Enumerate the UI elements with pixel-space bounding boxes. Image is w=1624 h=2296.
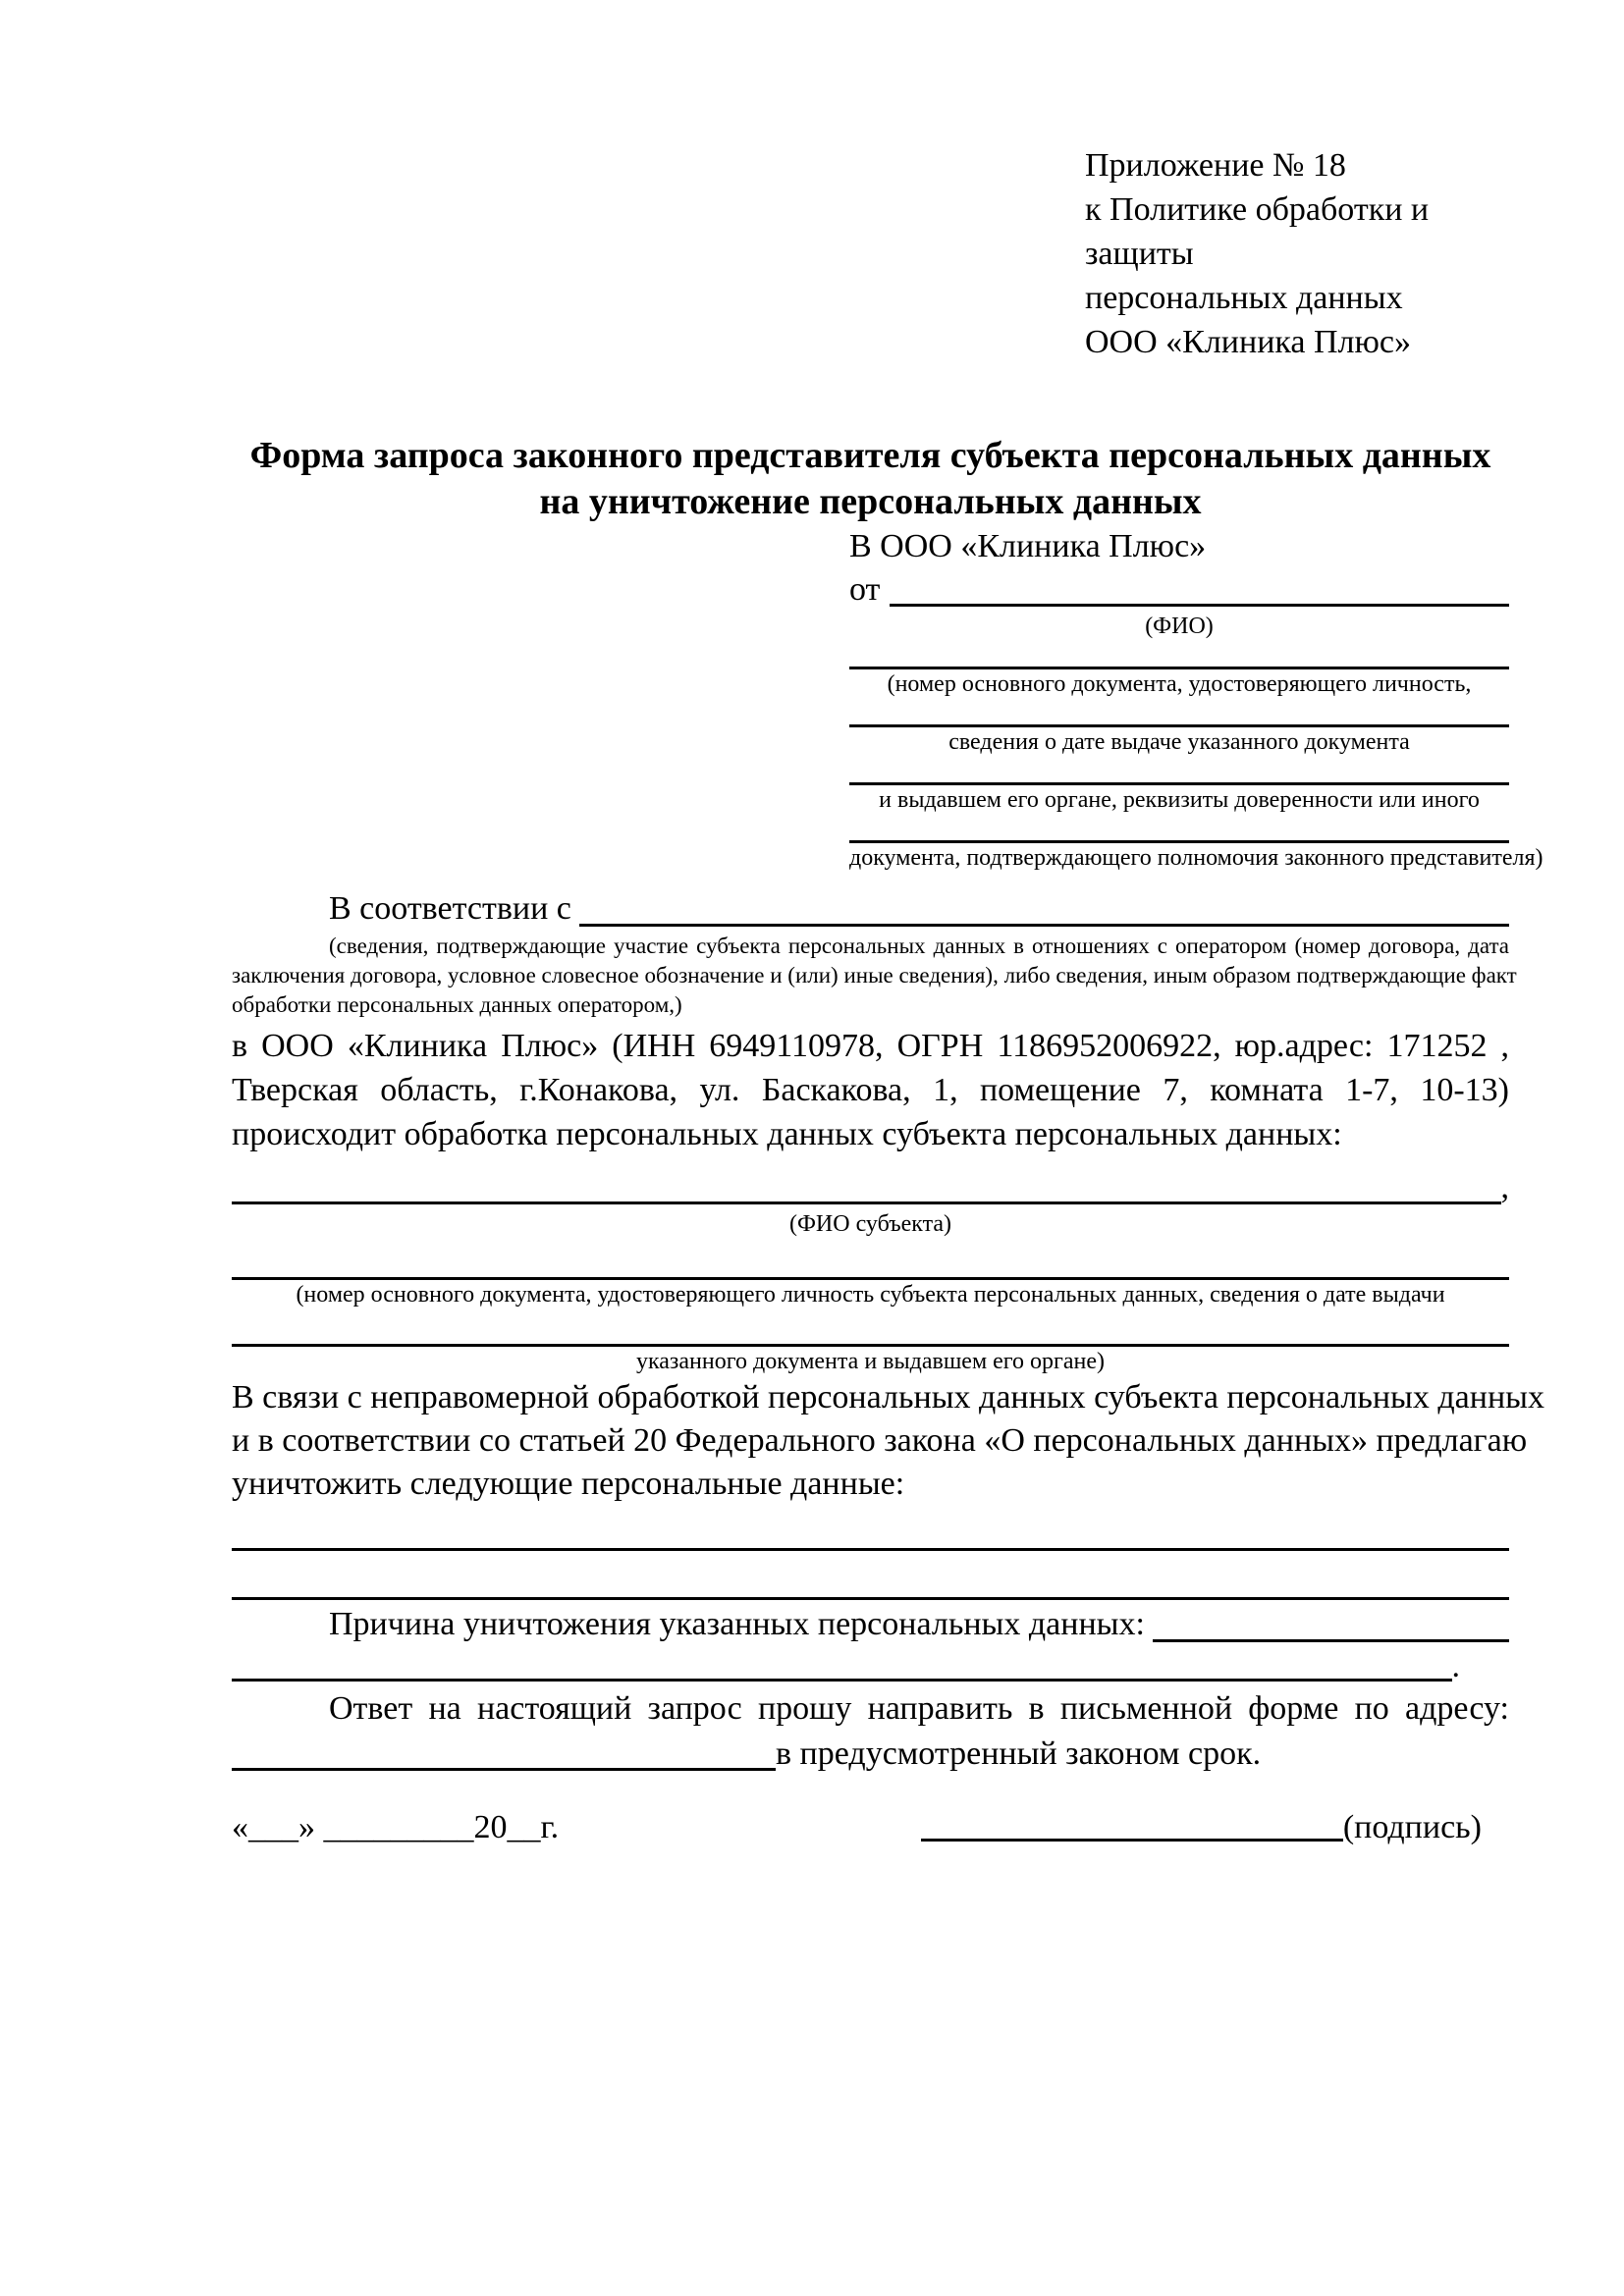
page-title-line-1: Форма запроса законного представителя субъекта персональных данных: [249, 435, 1491, 476]
from-value-blank[interactable]: [890, 568, 1509, 612]
data-to-destroy-blank-1[interactable]: [232, 1512, 1509, 1551]
from-label: от: [849, 571, 881, 608]
operator-paragraph-line-3: происходит обработка персональных данных субъекта персональных данных:: [232, 1116, 1342, 1152]
appendix-org-name: ООО «Клиника Плюс»: [1085, 324, 1411, 360]
reason-label: Причина уничтожения указанных персональных данных:: [329, 1606, 1145, 1642]
signature-group: [921, 1806, 1482, 1849]
reason-continuation-row: [232, 1647, 1460, 1686]
subject-doc-caption-top: (номер основного документа, удостоверяющего личность субъекта персональных данных, сведения о дате выдачи: [296, 1282, 1445, 1308]
accordance-note-line-1: (сведения, подтверждающие участие субъекта персональных данных в отношениях с оператором (номер договора, дата: [329, 934, 1509, 958]
accordance-note: [232, 932, 1517, 1020]
appendix-number: Приложение № 18: [1085, 147, 1346, 184]
reason-period: .: [1451, 1648, 1460, 1684]
accordance-note-line-3: обработки персональных данных оператором,): [232, 992, 682, 1017]
accordance-lead: В соответствии с: [329, 890, 571, 927]
date-blank-line[interactable]: «___» _________20__г.: [232, 1809, 560, 1845]
subject-fio-caption: (ФИО субъекта): [788, 1211, 952, 1237]
doc-number-blank[interactable]: [849, 641, 1509, 669]
subject-doc-blank-2[interactable]: [232, 1309, 1509, 1347]
representative-doc-field: [849, 757, 1509, 815]
request-paragraph-line-1: В связи с неправомерной обработкой персональных данных субъекта персональных данных: [232, 1379, 1545, 1415]
doc-issue-date-blank[interactable]: [849, 699, 1509, 727]
request-paragraph-line-3: уничтожить следующие персональные данные:: [232, 1466, 905, 1502]
appendix-policy-line: к Политике обработки и защиты: [1085, 191, 1430, 272]
representative-doc-field: [849, 641, 1509, 699]
from-row: [849, 568, 1509, 612]
doc-issue-date-caption: сведения о дате выдаче указанного документа: [948, 729, 1410, 755]
signature-row: [232, 1806, 1509, 1849]
request-paragraph-line-2: и в соответствии со статьей 20 Федерального закона «О персональных данных» предлагаю: [232, 1422, 1528, 1459]
reason-row: [232, 1602, 1509, 1647]
subject-fio-trailing-comma: ,: [1500, 1169, 1509, 1205]
operator-paragraph: [232, 1024, 1509, 1156]
doc-powers-blank[interactable]: [849, 815, 1509, 843]
signature-blank[interactable]: [921, 1839, 1343, 1842]
subject-fio-blank[interactable]: [232, 1166, 1501, 1209]
representative-doc-field: [849, 699, 1509, 757]
operator-paragraph-line-1: в ООО «Клиника Плюс» (ИНН 6949110978, ОГРН 1186952006922, юр.адрес: 171252 ,: [232, 1028, 1509, 1064]
subject-doc-caption-bottom: указанного документа и выдавшем его органе): [635, 1349, 1106, 1374]
doc-authority-caption: и выдавшем его органе, реквизиты доверенности или иного: [879, 787, 1480, 813]
doc-authority-blank[interactable]: [849, 757, 1509, 785]
subject-fio-row: [232, 1166, 1509, 1209]
accordance-row: [232, 886, 1509, 932]
response-address-row: [232, 1732, 1509, 1777]
doc-powers-caption: документа, подтверждающего полномочия законного представителя): [849, 845, 1543, 871]
addressee-block: [849, 525, 1543, 873]
reason-continuation-blank[interactable]: [232, 1647, 1452, 1686]
reason-value-blank[interactable]: [1153, 1602, 1509, 1647]
addressee-organization: В ООО «Клиника Плюс»: [849, 528, 1207, 564]
fio-caption: (ФИО): [1145, 614, 1214, 639]
appendix-header: [1085, 143, 1509, 364]
doc-number-caption: (номер основного документа, удостоверяющего личность,: [887, 671, 1472, 697]
accordance-value-blank[interactable]: [579, 886, 1509, 932]
appendix-policy-line2: персональных данных: [1085, 280, 1403, 316]
subject-doc-blank-1[interactable]: [232, 1241, 1509, 1280]
data-to-destroy-blank-2[interactable]: [232, 1551, 1509, 1600]
page-title-line-2: на уничтожение персональных данных: [539, 481, 1202, 522]
accordance-note-line-2: заключения договора, условное словесное обозначение и (или) иные сведения), либо сведения, иным образом подтверждающие факт: [232, 963, 1517, 988]
representative-doc-field: [849, 815, 1543, 873]
request-paragraph: [232, 1376, 1545, 1506]
response-line-2-suffix: в предусмотренный законом срок.: [776, 1735, 1262, 1772]
response-line-1: Ответ на настоящий запрос прошу направить в письменной форме по адресу:: [329, 1690, 1509, 1727]
operator-paragraph-line-2: Тверская область, г.Конакова, ул. Баскакова, 1, помещение 7, комната 1-7, 10-13): [232, 1072, 1509, 1108]
page-title: [232, 433, 1509, 525]
signature-caption: (подпись): [1342, 1809, 1482, 1845]
response-address-blank[interactable]: [232, 1732, 776, 1771]
